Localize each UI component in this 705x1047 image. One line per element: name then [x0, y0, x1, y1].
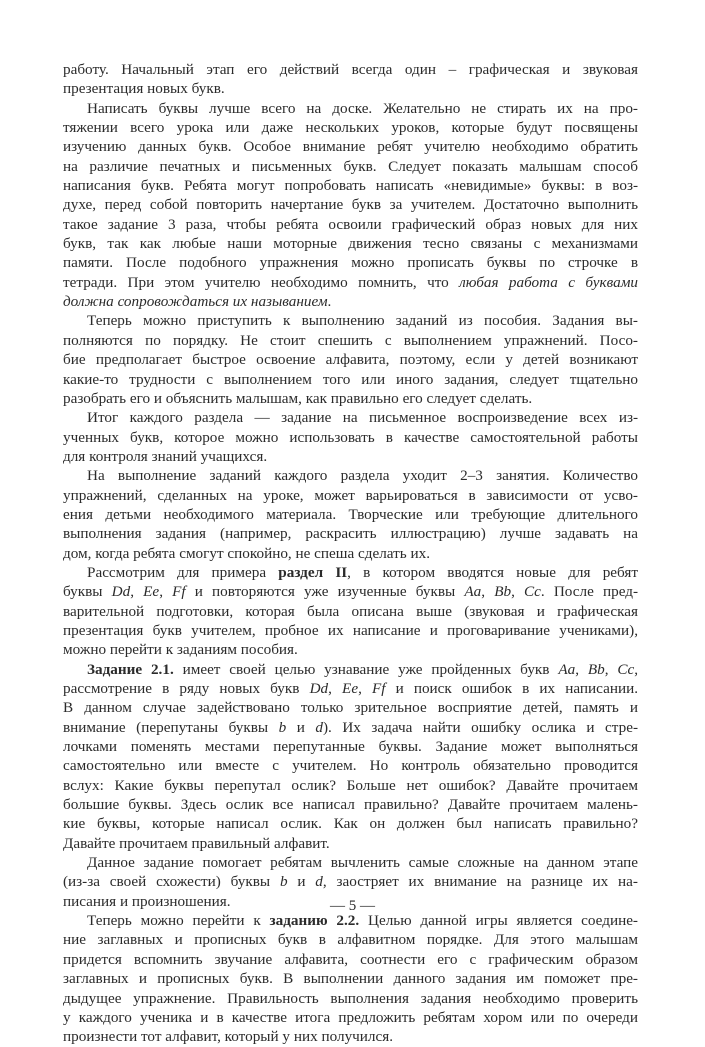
text-line	[63, 795, 638, 814]
text-segment: Данное задание помогает ребятам вычленить самые сложные на данном этапе	[87, 854, 638, 872]
text-line	[63, 563, 638, 582]
text-segment: писания и произношения.	[63, 892, 231, 910]
text-segment: имеет своей целью узнавание уже пройденных букв	[173, 660, 559, 678]
text-line	[63, 176, 638, 195]
text-segment: вслух: Какие буквы перепутал ослик? Больше нет ошибок? Давайте прочитаем	[63, 776, 638, 794]
text-segment: презентация новых букв.	[63, 80, 225, 98]
text-segment: и повторяются уже изученные буквы	[185, 583, 465, 601]
text-segment: и	[287, 873, 316, 891]
text-segment: заглавных и прописных букв. В выполнении данного задания им поможет пре-	[63, 970, 638, 988]
text-segment: ученных букв, которое можно использовать в качестве самостоятельной работы	[63, 428, 638, 446]
text-line	[63, 157, 638, 176]
text-segment: ,	[604, 660, 618, 678]
text-line	[63, 350, 638, 369]
text-line	[63, 698, 638, 717]
italic-text: d	[315, 718, 323, 736]
text-segment: и поиск ошибок в их написании.	[385, 680, 639, 697]
text-line	[63, 273, 638, 292]
text-segment: тетради. При этом учителю необходимо помнить, что	[63, 273, 460, 291]
text-segment: большие буквы. Здесь ослик все написал правильно? Давайте прочитаем малень-	[63, 796, 638, 814]
italic-text: Cc	[524, 583, 541, 601]
text-segment: ,	[634, 660, 639, 678]
text-segment: Написать буквы лучше всего на доске. Желательно не стирать их на про-	[87, 99, 638, 117]
text-line	[63, 79, 638, 98]
italic-text: b	[279, 873, 288, 891]
text-line	[63, 1008, 638, 1027]
text-segment: , в котором вводятся новые для ребят	[347, 563, 638, 581]
text-segment: работу. Начальный этап его действий всегда один – графическая и звуковая	[63, 61, 638, 78]
text-line	[63, 331, 638, 350]
text-segment: презентация букв учителем, пробное их написание и проговаривание учениками),	[63, 621, 638, 639]
italic-text: Cc	[617, 660, 635, 678]
italic-text: Ee	[143, 583, 160, 601]
italic-text: d	[315, 873, 323, 891]
text-line	[63, 447, 638, 466]
text-segment: Теперь можно приступить к выполнению заданий из пособия. Задания вы-	[87, 312, 638, 330]
italic-text: b	[278, 718, 287, 736]
text-segment: полняются по порядку. Не стоит спешить с выполнением упражнений. Посо-	[63, 331, 638, 349]
text-segment: у каждого ученика и в качестве итога предложить ребятам хором или по очереди	[63, 1008, 638, 1026]
text-line	[63, 834, 638, 853]
text-segment: рассмотрение в ряду новых букв	[63, 680, 310, 697]
text-segment: ,	[358, 680, 372, 697]
text-segment: На выполнение заданий каждого раздела уходит 2–3 занятия. Количество	[87, 467, 638, 485]
page-number: — 5 —	[330, 898, 375, 914]
text-line	[63, 524, 638, 543]
italic-text: Aa	[464, 583, 482, 601]
text-line	[63, 505, 638, 524]
paragraph	[63, 60, 638, 99]
text-line	[63, 660, 638, 679]
text-segment: ние заглавных и прописных букв в алфавитном порядке. Для этого малышам	[63, 931, 638, 949]
paragraph	[63, 911, 638, 1046]
text-line	[63, 776, 638, 795]
text-segment: (из-за своей схожести) буквы	[63, 873, 280, 891]
text-segment: бие предполагает быстрое освоение алфавита, поэтому, если у детей возникают	[63, 351, 638, 369]
text-segment: тяжении всего урока или даже нескольких уроков, которые будут посвящены	[63, 119, 638, 137]
text-line	[63, 234, 638, 253]
text-line	[63, 486, 638, 505]
text-segment: самостоятельно или вместе с учителем. Но контроль обязательно проводится	[63, 757, 638, 775]
text-line	[63, 737, 638, 756]
text-line	[63, 872, 638, 891]
text-segment: ,	[130, 583, 144, 601]
text-segment: Давайте прочитаем правильный алфавит.	[63, 834, 330, 852]
text-segment: можно перейти к заданиям пособия.	[63, 641, 298, 659]
text-segment: внимание (перепутаны буквы	[63, 718, 279, 736]
text-line	[63, 989, 638, 1008]
text-segment: варительной подготовки, которая была описана выше (звуковая и графическая	[63, 602, 638, 620]
text-segment: буквы	[63, 583, 112, 601]
text-segment: .	[327, 293, 332, 311]
italic-text: Ee	[342, 680, 359, 697]
italic-text: Bb	[587, 660, 605, 678]
text-segment: Рассмотрим для примера	[87, 563, 279, 581]
bold-text: Задание 2.1.	[87, 660, 174, 678]
paragraph	[63, 408, 638, 466]
italic-text: Bb	[494, 583, 512, 601]
text-line	[63, 408, 638, 427]
text-line	[63, 137, 638, 156]
text-line	[63, 253, 638, 272]
text-segment: Итог каждого раздела — задание на письменное воспроизведение всех из-	[87, 409, 638, 427]
text-line	[63, 950, 638, 969]
text-line	[63, 215, 638, 234]
text-line	[63, 370, 638, 389]
text-segment: и	[286, 718, 316, 736]
text-line	[63, 602, 638, 621]
text-segment: изучению данных букв. Особое внимание ребят учителю необходимо обратить	[63, 138, 638, 156]
bold-text: заданию 2.2.	[269, 912, 360, 930]
text-segment: упражнений, сделанных на уроке, может варьироваться в зависимости от усво-	[63, 486, 638, 504]
text-segment: придется вспомнить звучание алфавита, соотнести его с графическим образом	[63, 950, 638, 968]
text-line	[63, 195, 638, 214]
text-line	[63, 99, 638, 118]
text-segment: Целью данной игры является соедине-	[359, 912, 638, 930]
text-segment: разобрать его и объяснить малышам, как правильно его следует сделать.	[63, 389, 533, 407]
text-line	[63, 756, 638, 775]
text-line	[63, 1027, 638, 1046]
italic-text: Dd	[309, 680, 329, 697]
text-line	[63, 582, 638, 601]
paragraph	[63, 311, 638, 408]
text-line	[63, 640, 638, 659]
text-segment: ения детьми необходимого материала. Творческие или требующие длительного	[63, 505, 638, 523]
text-segment: какие-то трудности с выполнением того или иного задания, следует тщательно	[63, 370, 638, 388]
text-segment: . После пред-	[540, 583, 639, 601]
text-line	[63, 118, 638, 137]
text-segment: духе, перед собой повторить начертание букв за учителем. Достаточно выполнить	[63, 196, 638, 214]
italic-text: Dd	[111, 583, 131, 601]
text-line	[63, 621, 638, 640]
text-segment: выполнения задания (например, раскрасить иллюстрацию) лучше задавать на	[63, 525, 638, 543]
paragraph	[63, 660, 638, 853]
text-segment: написания букв. Ребята могут попробовать написать «невидимые» буквы: в воз-	[63, 177, 638, 195]
text-segment: дыдущее упражнение. Правильность выполнения задания необходимо проверить	[63, 989, 638, 1007]
text-segment: на различие печатных и письменных букв. Следует показать малышам способ	[63, 157, 638, 175]
text-segment: ,	[481, 583, 495, 601]
italic-text: Aa	[558, 660, 576, 678]
italic-text: Ff	[371, 680, 386, 697]
text-segment: для контроля знаний учащихся.	[63, 447, 268, 465]
text-line	[63, 679, 638, 698]
italic-text: любая работа с буквами	[459, 273, 639, 291]
text-segment: ,	[328, 680, 343, 697]
text-segment: лочками поменять местами перепутанные буквы. Задание может выполняться	[63, 738, 638, 756]
italic-text: должна сопровождаться их называнием	[63, 293, 328, 311]
text-line	[63, 389, 638, 408]
text-segment: В данном случае задействовано только зрительное восприятие детей, память и	[63, 699, 638, 717]
text-line	[63, 814, 638, 833]
text-line	[63, 311, 638, 330]
text-line	[63, 718, 638, 737]
text-segment: ,	[159, 583, 173, 601]
text-segment: такое задание 3 раза, чтобы ребята освоили графический образ новых для них	[63, 215, 638, 233]
paragraph	[63, 466, 638, 563]
text-line	[63, 544, 638, 563]
text-line	[63, 853, 638, 872]
text-segment: дом, когда ребята смогут спокойно, не спеша сделать их.	[63, 544, 431, 562]
paragraph	[63, 563, 638, 660]
text-segment: произнести тот алфавит, который у них получился.	[63, 1028, 394, 1046]
italic-text: Ff	[172, 583, 186, 601]
text-line	[63, 428, 638, 447]
text-segment: Теперь можно перейти к	[87, 912, 270, 930]
text-line	[63, 60, 638, 79]
bold-text: раздел II	[278, 563, 348, 581]
text-segment: ). Их задача найти ошибку ослика и стре-	[322, 718, 639, 736]
paragraph	[63, 99, 638, 312]
text-segment: ,	[511, 583, 525, 601]
text-segment: , заостряет их внимание на разнице их на-	[322, 873, 638, 891]
text-line	[63, 466, 638, 485]
text-segment: букв, так как любые наши моторные движения тесно связаны с механизмами	[63, 235, 638, 253]
text-line	[63, 969, 638, 988]
text-line	[63, 292, 638, 311]
text-segment: кие буквы, которые написал ослик. Как он должен был написать правильно?	[63, 815, 638, 833]
text-segment: ,	[575, 660, 588, 678]
text-segment: памяти. После подобного упражнения можно прописать буквы по строчке в	[63, 254, 638, 272]
text-line	[63, 930, 638, 949]
